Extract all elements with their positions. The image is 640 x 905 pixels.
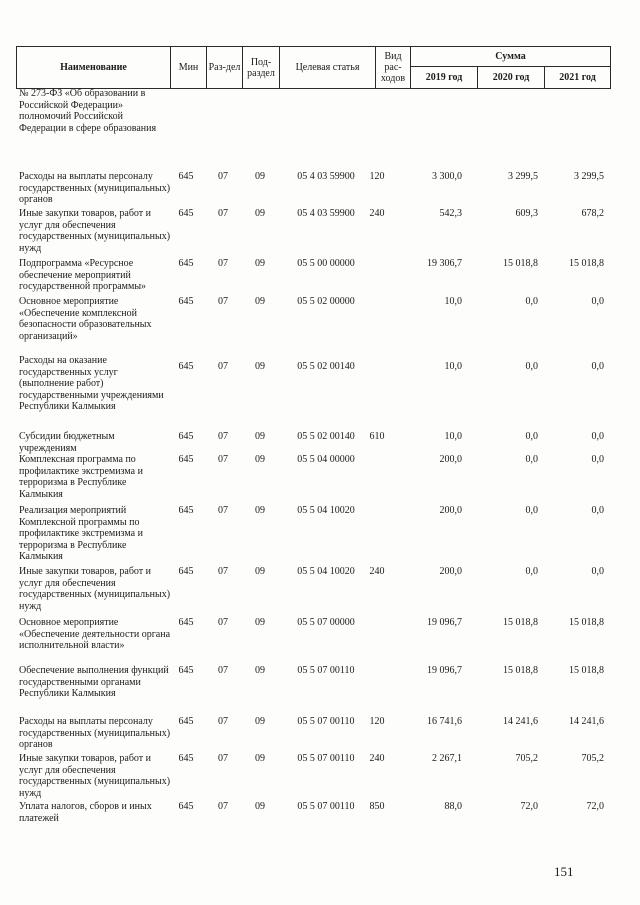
row-sum-2019: 2 267,1 [432,753,462,764]
row-sum-2020: 0,0 [525,505,538,516]
header-2021: 2021 год [545,67,611,89]
row-name: Субсидии бюджетным учреждениям [19,431,115,454]
row-sum-2020: 0,0 [525,296,538,307]
row-name: Подпрограмма «Ресурсное обеспечение мероприятий государственной программы» [19,258,147,293]
header-2020: 2020 год [478,67,545,89]
row-podrazdel: 09 [255,505,265,516]
row-min: 645 [178,431,194,442]
row-name: № 273-ФЗ «Об образовании в Российской Федерации» полномочий Российской Федерации в сфере образования [19,88,157,134]
row-sum-2021: 72,0 [586,801,604,812]
row-vid: 850 [369,801,385,812]
row-target: 05 5 07 00110 [297,716,355,727]
header-podrazdel: Под-раздел [243,47,280,89]
row-name: Иные закупки товаров, работ и услуг для обеспечения государственных (муниципальных) нужд [19,753,171,799]
row-target: 05 5 02 00140 [297,431,355,442]
row-sum-2019: 3 300,0 [432,171,462,182]
row-sum-2020: 0,0 [525,431,538,442]
row-podrazdel: 09 [255,296,265,307]
row-podrazdel: 09 [255,753,265,764]
row-sum-2020: 0,0 [525,361,538,372]
row-vid: 240 [369,208,385,219]
row-target: 05 5 07 00110 [297,753,355,764]
row-target: 05 5 02 00140 [297,361,355,372]
row-razdel: 07 [218,617,228,628]
row-target: 05 5 04 00000 [297,454,355,465]
row-name: Иные закупки товаров, работ и услуг для обеспечения государственных (муниципальных) нужд [19,566,171,612]
row-sum-2020: 0,0 [525,566,538,577]
row-sum-2019: 10,0 [444,296,462,307]
row-razdel: 07 [218,716,228,727]
row-min: 645 [178,617,194,628]
page-number: 151 [554,864,574,879]
table-header [16,46,611,89]
row-sum-2020: 14 241,6 [503,716,538,727]
row-name: Комплексная программа по профилактике экстремизма и терроризма в Республике Калмыкия [19,454,143,500]
row-podrazdel: 09 [255,258,265,269]
row-sum-2020: 15 018,8 [503,258,538,269]
row-name: Уплата налогов, сборов и иных платежей [19,801,152,824]
row-vid: 240 [369,566,385,577]
row-sum-2019: 200,0 [439,566,462,577]
row-podrazdel: 09 [255,801,265,812]
header-sum: Сумма [411,47,611,67]
row-sum-2019: 16 741,6 [427,716,462,727]
row-sum-2019: 19 306,7 [427,258,462,269]
row-sum-2021: 705,2 [581,753,604,764]
row-vid: 240 [369,753,385,764]
header-razdel: Раз-дел [207,47,243,89]
header-2019: 2019 год [411,67,478,89]
row-razdel: 07 [218,296,228,307]
row-target: 05 5 07 00000 [297,617,355,628]
row-name: Расходы на выплаты персоналу государственных (муниципальных) органов [19,716,171,751]
row-sum-2020: 3 299,5 [508,171,538,182]
row-min: 645 [178,258,194,269]
row-sum-2021: 15 018,8 [569,665,604,676]
row-vid: 120 [369,716,385,727]
row-target: 05 5 04 10020 [297,505,355,516]
row-target: 05 5 07 00110 [297,801,355,812]
row-razdel: 07 [218,454,228,465]
row-podrazdel: 09 [255,566,265,577]
row-min: 645 [178,208,194,219]
row-name: Расходы на оказание государственных услуг (выполнение работ) государственными учреждениями Республики Калмыкия [19,355,164,413]
row-razdel: 07 [218,753,228,764]
row-sum-2019: 10,0 [444,431,462,442]
row-sum-2021: 15 018,8 [569,258,604,269]
row-target: 05 5 02 00000 [297,296,355,307]
row-razdel: 07 [218,258,228,269]
row-sum-2019: 200,0 [439,454,462,465]
row-sum-2020: 609,3 [515,208,538,219]
row-vid: 120 [369,171,385,182]
row-sum-2021: 15 018,8 [569,617,604,628]
row-target: 05 5 04 10020 [297,566,355,577]
row-min: 645 [178,801,194,812]
row-sum-2021: 0,0 [591,566,604,577]
row-sum-2020: 15 018,8 [503,665,538,676]
row-podrazdel: 09 [255,716,265,727]
row-razdel: 07 [218,208,228,219]
row-razdel: 07 [218,171,228,182]
row-min: 645 [178,296,194,307]
row-sum-2021: 0,0 [591,454,604,465]
row-target: 05 5 00 00000 [297,258,355,269]
row-razdel: 07 [218,566,228,577]
row-podrazdel: 09 [255,665,265,676]
row-target: 05 4 03 59900 [297,171,355,182]
row-razdel: 07 [218,665,228,676]
row-podrazdel: 09 [255,617,265,628]
header-vid: Вид рас-ходов [376,47,411,89]
row-min: 645 [178,753,194,764]
row-sum-2021: 14 241,6 [569,716,604,727]
row-name: Расходы на выплаты персоналу государственных (муниципальных) органов [19,171,171,206]
row-sum-2021: 0,0 [591,296,604,307]
row-min: 645 [178,566,194,577]
row-sum-2019: 19 096,7 [427,617,462,628]
row-min: 645 [178,665,194,676]
row-sum-2021: 0,0 [591,505,604,516]
row-target: 05 4 03 59900 [297,208,355,219]
row-name: Реализация мероприятий Комплексной программы по профилактике экстремизма и терроризма в Республике Калмыкия [19,505,143,563]
row-sum-2021: 3 299,5 [574,171,604,182]
row-min: 645 [178,505,194,516]
row-sum-2020: 0,0 [525,454,538,465]
row-sum-2019: 542,3 [439,208,462,219]
row-sum-2020: 15 018,8 [503,617,538,628]
row-sum-2020: 705,2 [515,753,538,764]
row-vid: 610 [369,431,385,442]
row-sum-2019: 10,0 [444,361,462,372]
row-target: 05 5 07 00110 [297,665,355,676]
header-target: Целевая статья [280,47,376,89]
row-razdel: 07 [218,505,228,516]
row-podrazdel: 09 [255,208,265,219]
row-sum-2019: 200,0 [439,505,462,516]
row-podrazdel: 09 [255,431,265,442]
row-razdel: 07 [218,801,228,812]
row-name: Обеспечение выполнения функций государственными органами Республики Калмыкия [19,665,169,700]
row-sum-2021: 678,2 [581,208,604,219]
row-sum-2020: 72,0 [520,801,538,812]
row-sum-2019: 88,0 [444,801,462,812]
header-min: Мин [171,47,207,89]
row-podrazdel: 09 [255,171,265,182]
row-min: 645 [178,454,194,465]
row-sum-2021: 0,0 [591,431,604,442]
header-name: Наименование [17,47,171,89]
row-min: 645 [178,361,194,372]
row-razdel: 07 [218,431,228,442]
row-podrazdel: 09 [255,454,265,465]
row-min: 645 [178,716,194,727]
row-podrazdel: 09 [255,361,265,372]
row-name: Основное мероприятие «Обеспечение деятельности органа исполнительной власти» [19,617,171,652]
row-name: Иные закупки товаров, работ и услуг для обеспечения государственных (муниципальных) нужд [19,208,171,254]
row-sum-2019: 19 096,7 [427,665,462,676]
row-name: Основное мероприятие «Обеспечение комплексной безопасности образовательных организаций» [19,296,152,342]
row-min: 645 [178,171,194,182]
row-razdel: 07 [218,361,228,372]
row-sum-2021: 0,0 [591,361,604,372]
